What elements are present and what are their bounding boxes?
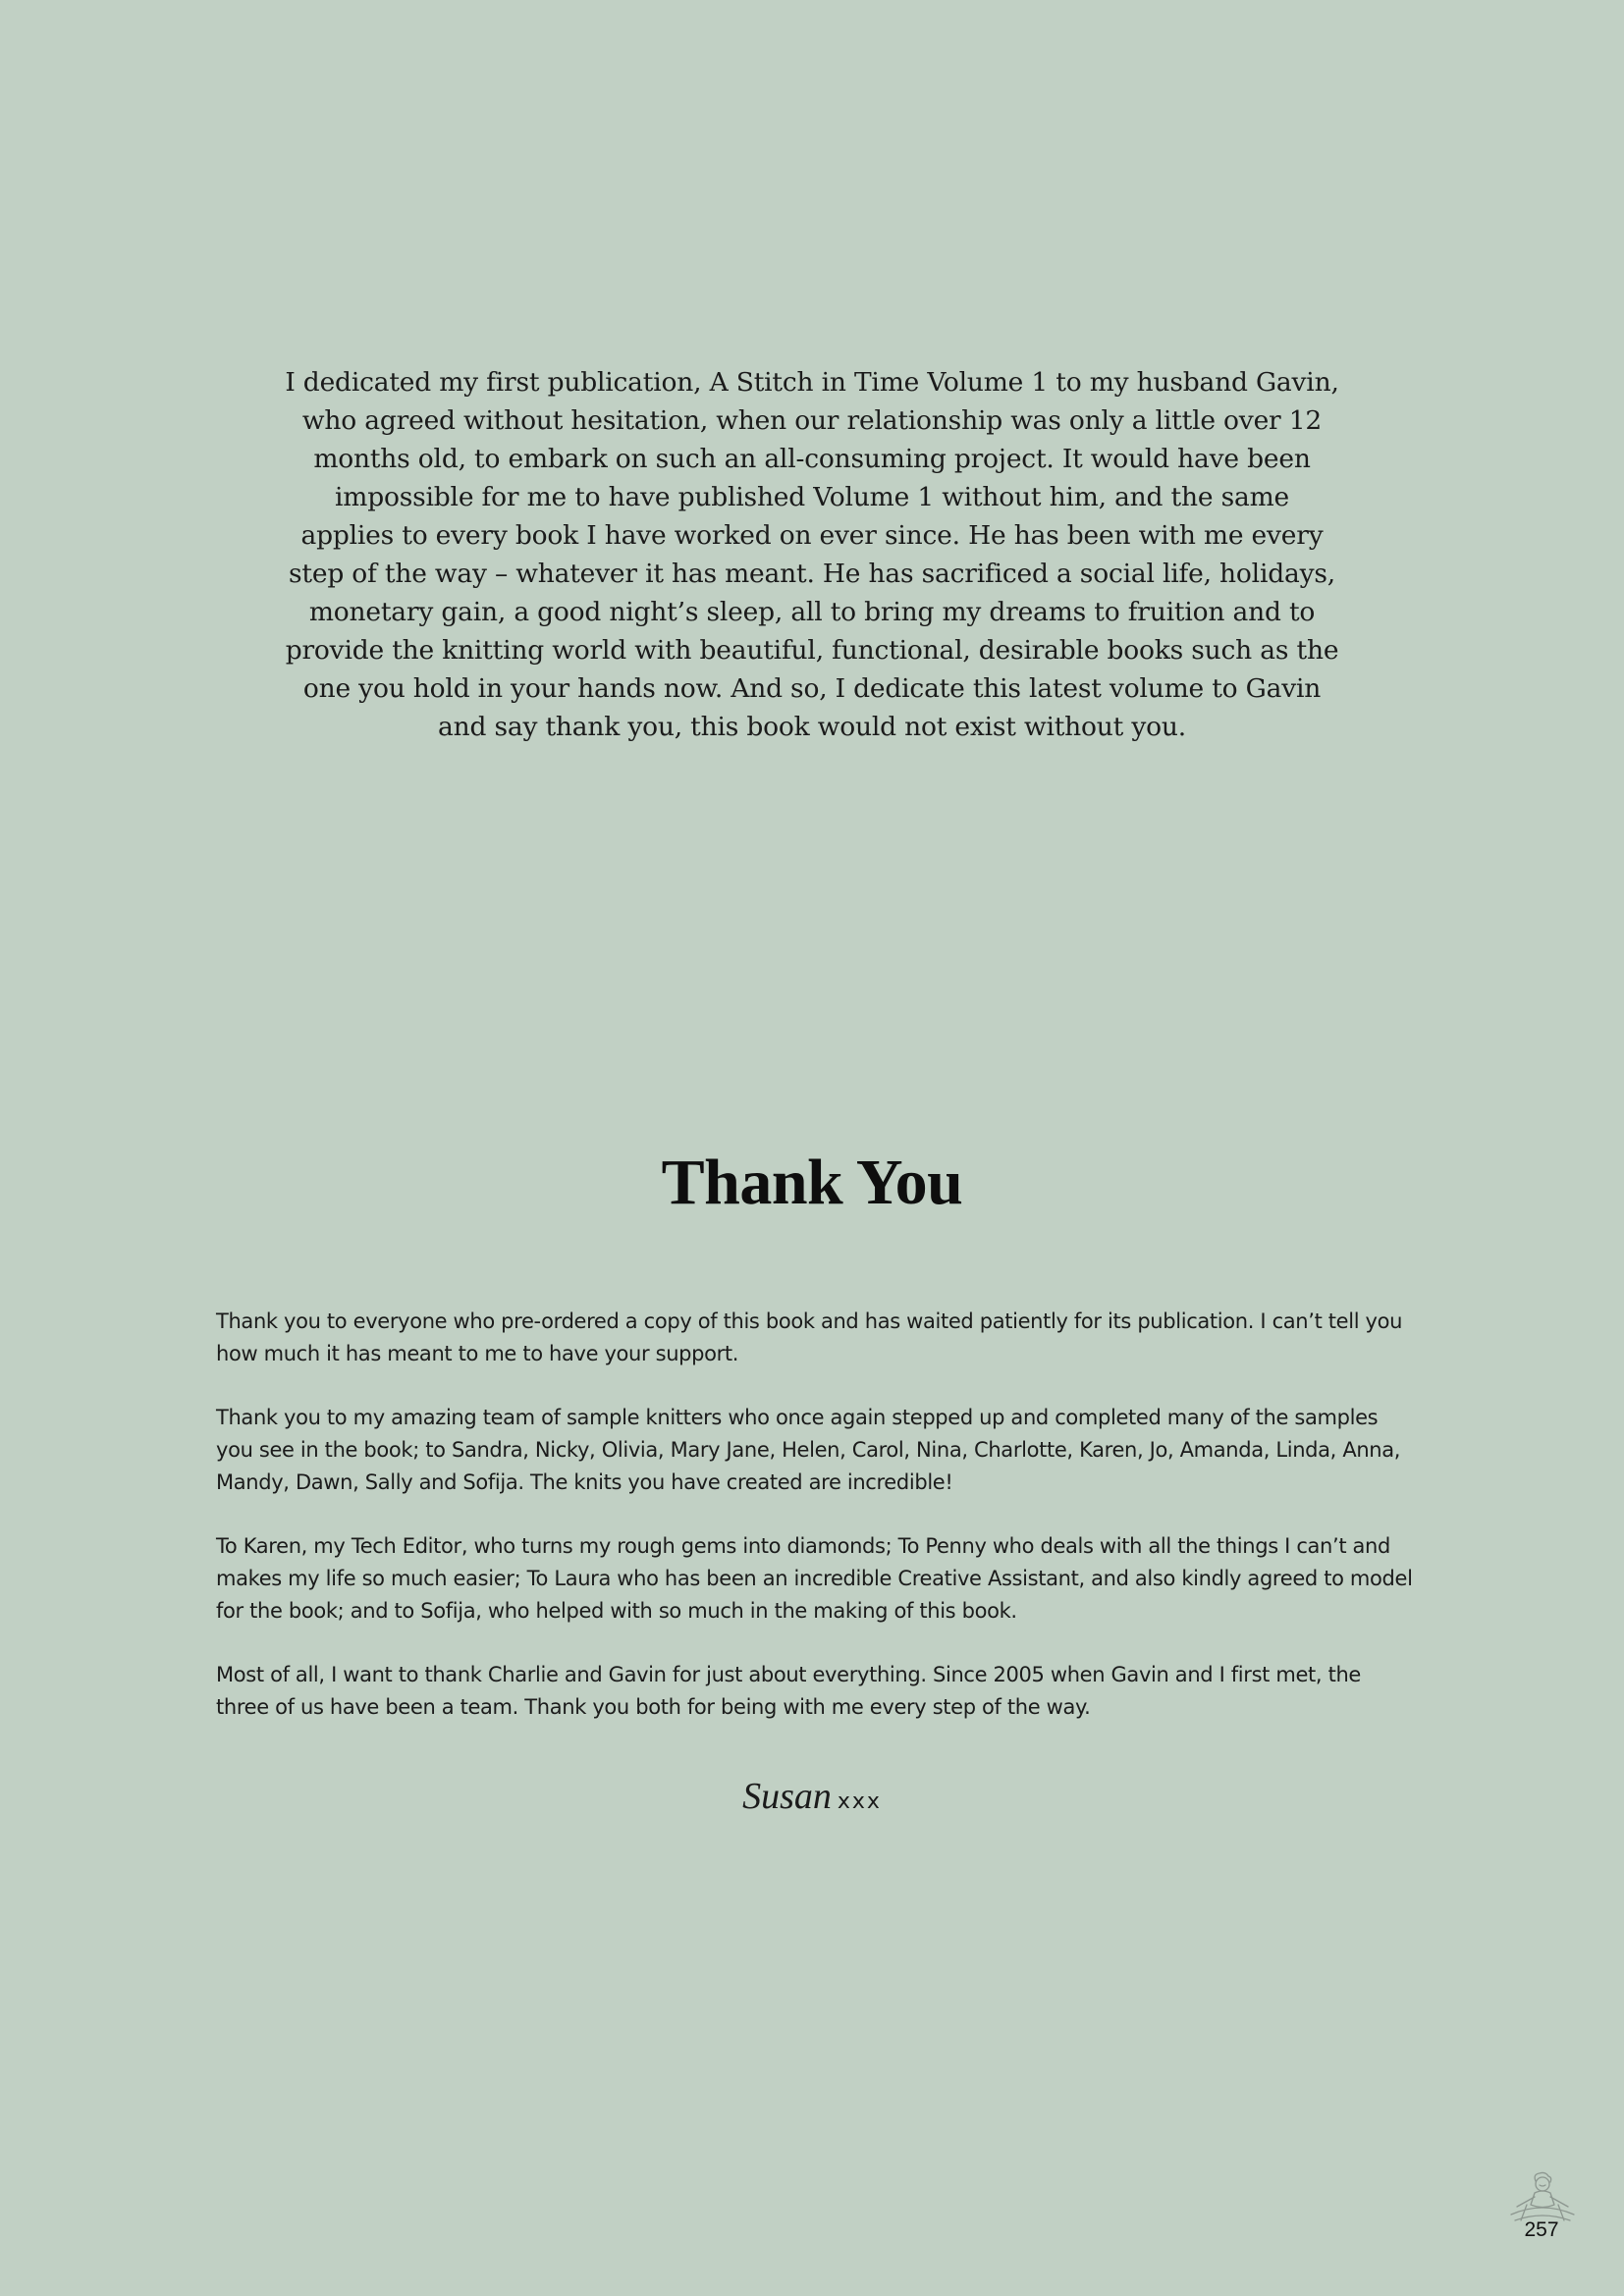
signature-kisses: xxx	[837, 1789, 882, 1814]
page-number: 257	[1524, 2218, 1559, 2241]
thanks-paragraph-sample-knitters: Thank you to my amazing team of sample knitters who once again stepped up and completed many of the samples you see in the book; to Sandra, Nicky, Olivia, Mary Jane, Helen, Carol, Nina, Charlotte, Karen, Jo, Amanda, Linda, Anna, Mandy, Dawn, Sally and Sofija. The knits you have created are incredible!	[216, 1406, 1401, 1494]
signature-name: Susan	[742, 1776, 832, 1817]
thanks-paragraph-preorders: Thank you to everyone who pre-ordered a copy of this book and has waited patiently for its publication. I can’t tell you how much it has meant to me to have your support.	[216, 1309, 1403, 1365]
dedication-paragraph: I dedicated my first publication, A Stitch in Time Volume 1 to my husband Gavin, who agreed without hesitation, when our relationship was only a little over 12 months old, to embark on such an all-consuming project. It would have been impossible for me to have published Volume 1 without him, and the same applies to every book I have worked on ever since. He has been with me every step of the way – whatever it has meant. He has sacrificed a social life, holidays, monetary gain, a good night’s sleep, all to bring my dreams to fruition and to provide the knitting world with beautiful, functional, desirable books such as the one you hold in your hands now. And so, I dedicate this latest volume to Gavin and say thank you, this book would not exist without you.	[285, 367, 1339, 742]
signature	[0, 1775, 1624, 1818]
thanks-paragraph-family: Most of all, I want to thank Charlie and Gavin for just about everything. Since 2005 when Gavin and I first met, the three of us have been a team. Thank you both for being with me every step of the way.	[216, 1663, 1361, 1719]
thank-you-heading: Thank You	[661, 1147, 963, 1218]
thank-you-body	[216, 1306, 1420, 1755]
thanks-paragraph-team: To Karen, my Tech Editor, who turns my rough gems into diamonds; To Penny who deals with all the things I can’t and makes my life so much easier; To Laura who has been an incredible Creative Assistant, and also kindly agreed to model for the book; and to Sofija, who helped with so much in the making of this book.	[216, 1534, 1413, 1623]
